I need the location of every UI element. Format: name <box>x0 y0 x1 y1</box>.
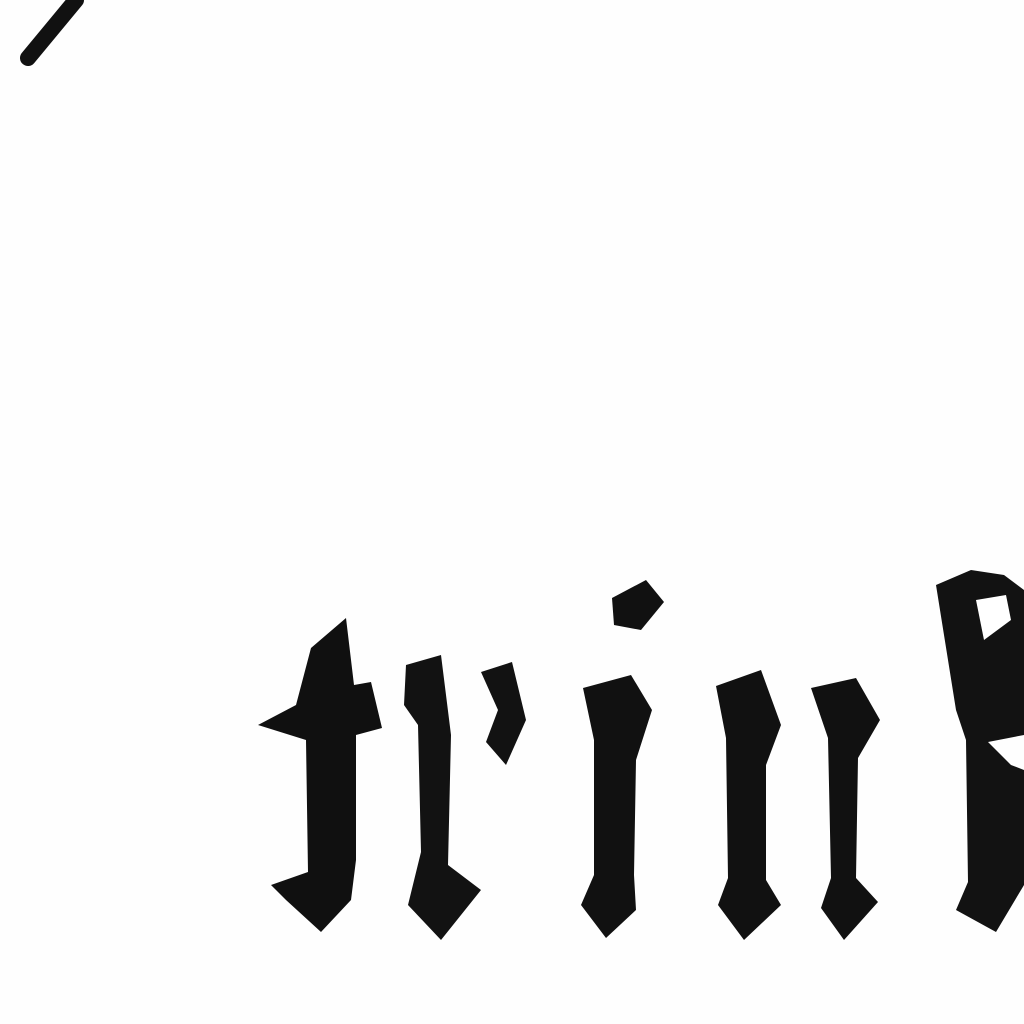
blackletter-word-fragment <box>236 560 1024 960</box>
ink-stroke-mark <box>0 0 120 90</box>
